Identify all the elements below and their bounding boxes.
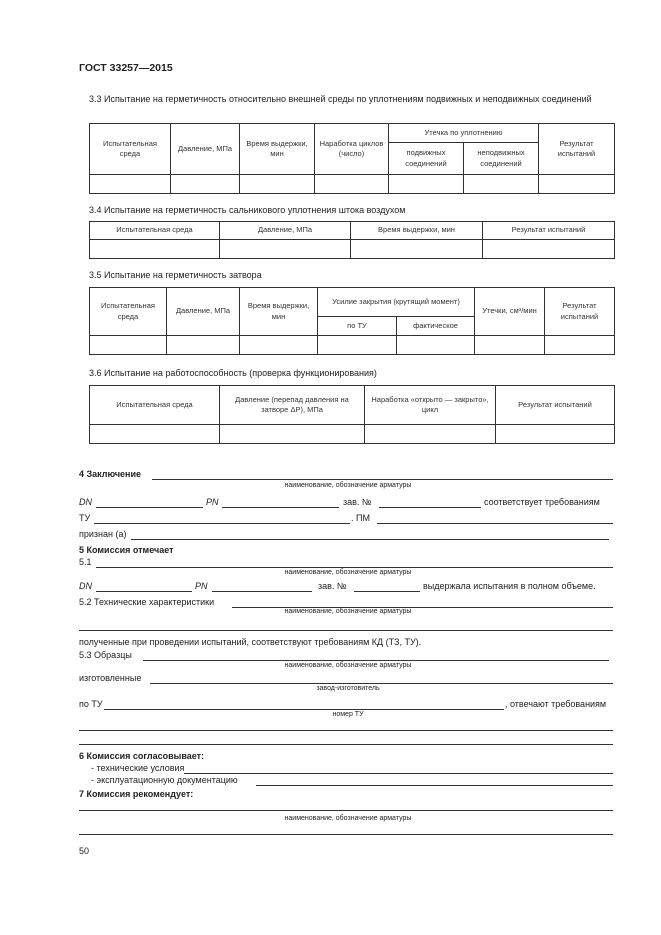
table-cell[interactable] — [90, 425, 220, 444]
obtained-text: полученные при проведении испытаний, соответствуют требованиям КД (ТЗ, ТУ). — [79, 637, 422, 647]
table-cell[interactable] — [220, 425, 365, 444]
table-cell[interactable] — [90, 175, 171, 194]
col-header-cycles: Наработка циклов (число) — [315, 124, 389, 175]
agree-item-2-field[interactable] — [256, 785, 613, 786]
item-5-2-extra-line[interactable] — [79, 630, 613, 631]
recommend-line[interactable] — [79, 810, 613, 811]
table-cell[interactable] — [539, 175, 615, 194]
meet-text: , отвечают требованиям — [505, 699, 607, 709]
serial-label: зав. № — [318, 581, 347, 591]
col-header-medium: Испытательная среда — [90, 222, 220, 240]
table-3-5 — [89, 287, 615, 355]
tu-number-field[interactable] — [104, 709, 504, 710]
section-3-4-title: 3.4 Испытание на герметичность сальникового уплотнения штока воздухом — [89, 205, 406, 215]
col-header-actual: фактическое — [397, 317, 475, 336]
col-header-result: Результат испытаний — [545, 288, 615, 336]
col-header-fixed: неподвижных соединений — [464, 143, 539, 175]
page-number: 50 — [79, 846, 90, 856]
tu-field[interactable] — [94, 523, 350, 524]
table-cell[interactable] — [167, 336, 240, 355]
caption-plant: завод-изготовитель — [316, 685, 380, 692]
table-cell[interactable] — [90, 336, 167, 355]
col-header-result: Результат испытаний — [496, 386, 615, 425]
pn-field[interactable] — [212, 591, 312, 592]
col-header-pressure: Давление, МПа — [167, 288, 240, 336]
manufactured-label: изготовленные — [79, 673, 142, 683]
table-cell[interactable] — [315, 175, 389, 194]
table-cell[interactable] — [545, 336, 615, 355]
table-3-4 — [89, 221, 615, 259]
col-header-leak: Утечка по уплотнению — [389, 124, 539, 143]
serial-label: зав. № — [343, 497, 372, 507]
table-cell[interactable] — [220, 240, 351, 259]
table-cell[interactable] — [496, 425, 615, 444]
table-cell[interactable] — [90, 240, 220, 259]
table-cell[interactable] — [397, 336, 475, 355]
caption-name: наименование, обозначение арматуры — [284, 569, 412, 576]
table-cell[interactable] — [483, 240, 615, 259]
blank-line[interactable] — [79, 744, 613, 745]
pn-field[interactable] — [222, 507, 339, 508]
table-cell[interactable] — [171, 175, 240, 194]
dn-field[interactable] — [96, 507, 203, 508]
dn-label: DN — [79, 581, 92, 591]
col-header-result: Результат испытаний — [483, 222, 615, 240]
col-header-pressure: Давление (перепад давления на затворе ΔP), МПа — [220, 386, 365, 425]
serial-field[interactable] — [354, 591, 420, 592]
pm-label: . ПМ — [351, 513, 370, 523]
pn-label: PN — [206, 497, 219, 507]
section-3-6-title: 3.6 Испытание на работоспособность (проверка функционирования) — [89, 368, 377, 378]
item-5-1-label: 5.1 — [79, 557, 92, 567]
col-header-medium: Испытательная среда — [90, 124, 171, 175]
table-cell[interactable] — [240, 175, 315, 194]
col-header-medium: Испытательная среда — [90, 288, 167, 336]
table-3-6 — [89, 385, 615, 444]
col-header-pressure: Давление, МПа — [220, 222, 351, 240]
table-cell[interactable] — [389, 175, 464, 194]
caption-name: наименование, обозначение арматуры — [284, 482, 412, 489]
passed-text: выдержала испытания в полном объеме. — [423, 581, 596, 591]
section-4-heading: 4 Заключение — [79, 469, 142, 479]
dn-field[interactable] — [96, 591, 192, 592]
document-header: ГОСТ 33257—2015 — [79, 62, 173, 74]
section-6-heading: 6 Комиссия согласовывает: — [79, 751, 205, 761]
manufacturer-field[interactable] — [150, 683, 613, 684]
tu-label: ТУ — [79, 513, 91, 523]
recognized-field[interactable] — [131, 539, 609, 540]
col-header-pressure: Давление, МПа — [171, 124, 240, 175]
table-cell[interactable] — [464, 175, 539, 194]
caption-name: наименование, обозначение арматуры — [284, 608, 412, 615]
item-5-3-label: 5.3 Образцы — [79, 650, 132, 660]
col-header-time: Время выдержки, мин — [351, 222, 483, 240]
item-5-1-field[interactable] — [96, 567, 613, 568]
section-3-5-title: 3.5 Испытание на герметичность затвора — [89, 270, 262, 280]
table-cell[interactable] — [365, 425, 496, 444]
caption-name: наименование, обозначение арматуры — [284, 662, 412, 669]
conclusion-line[interactable] — [152, 479, 613, 480]
item-5-3-field[interactable] — [143, 660, 609, 661]
table-cell[interactable] — [240, 336, 318, 355]
table-cell[interactable] — [351, 240, 483, 259]
col-header-leaks: Утечки, см³/мин — [475, 288, 545, 336]
table-cell[interactable] — [318, 336, 397, 355]
pn-label: PN — [195, 581, 208, 591]
recognized-label: признан (а) — [79, 529, 127, 539]
agree-item-1: - технические условия — [91, 763, 185, 773]
table-3-3 — [89, 123, 615, 194]
agree-item-2: - эксплуатационную документацию — [91, 775, 238, 785]
section-7-heading: 7 Комиссия рекомендует: — [79, 789, 194, 799]
col-header-medium: Испытательная среда — [90, 386, 220, 425]
dn-label: DN — [79, 497, 92, 507]
blank-line[interactable] — [79, 730, 613, 731]
recommend-line-2[interactable] — [79, 834, 613, 835]
po-tu-label: по ТУ — [79, 699, 103, 709]
complies-text: соответствует требованиям — [484, 497, 600, 507]
item-5-2-label: 5.2 Технические характеристики — [79, 597, 215, 607]
agree-item-1-field[interactable] — [184, 773, 613, 774]
serial-field[interactable] — [379, 507, 481, 508]
col-header-cycles: Наработка «открыто — закрыто», цикл — [365, 386, 496, 425]
col-header-result: Результат испытаний — [539, 124, 615, 175]
section-5-heading: 5 Комиссия отмечает — [79, 545, 174, 555]
pm-field[interactable] — [377, 523, 613, 524]
caption-name: наименование, обозначение арматуры — [284, 815, 412, 822]
table-cell[interactable] — [475, 336, 545, 355]
col-header-time: Время выдержки, мин — [240, 288, 318, 336]
col-header-moving: подвижных соединений — [389, 143, 464, 175]
caption-tu: номер ТУ — [332, 711, 364, 718]
col-header-time: Время выдержки, мин — [240, 124, 315, 175]
col-header-force: Усилие закрытия (крутящий момент) — [318, 288, 475, 317]
col-header-per-tu: по ТУ — [318, 317, 397, 336]
section-3-3-title: 3.3 Испытание на герметичность относительно внешней среды по уплотнениям подвижных и неподвижных соединений — [89, 94, 592, 104]
